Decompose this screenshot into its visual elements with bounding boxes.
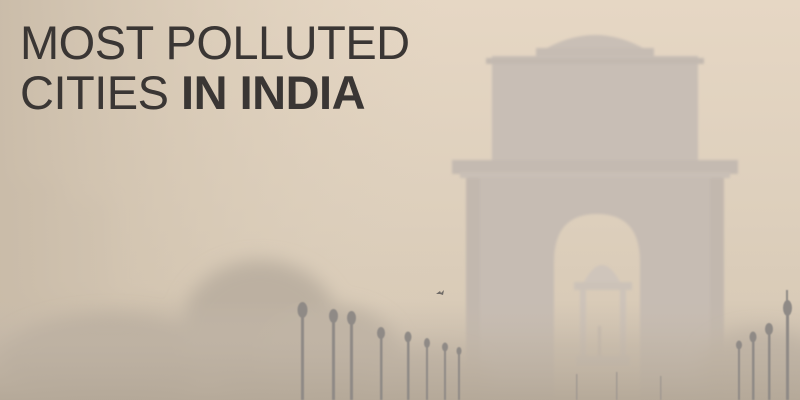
- headline-line-2-regular: CITIES: [20, 66, 182, 119]
- headline-line-2-bold: IN INDIA: [181, 66, 366, 119]
- headline-line-1: MOST POLLUTED: [20, 16, 410, 69]
- headline: [20, 18, 410, 118]
- headline-line-2: [20, 68, 410, 118]
